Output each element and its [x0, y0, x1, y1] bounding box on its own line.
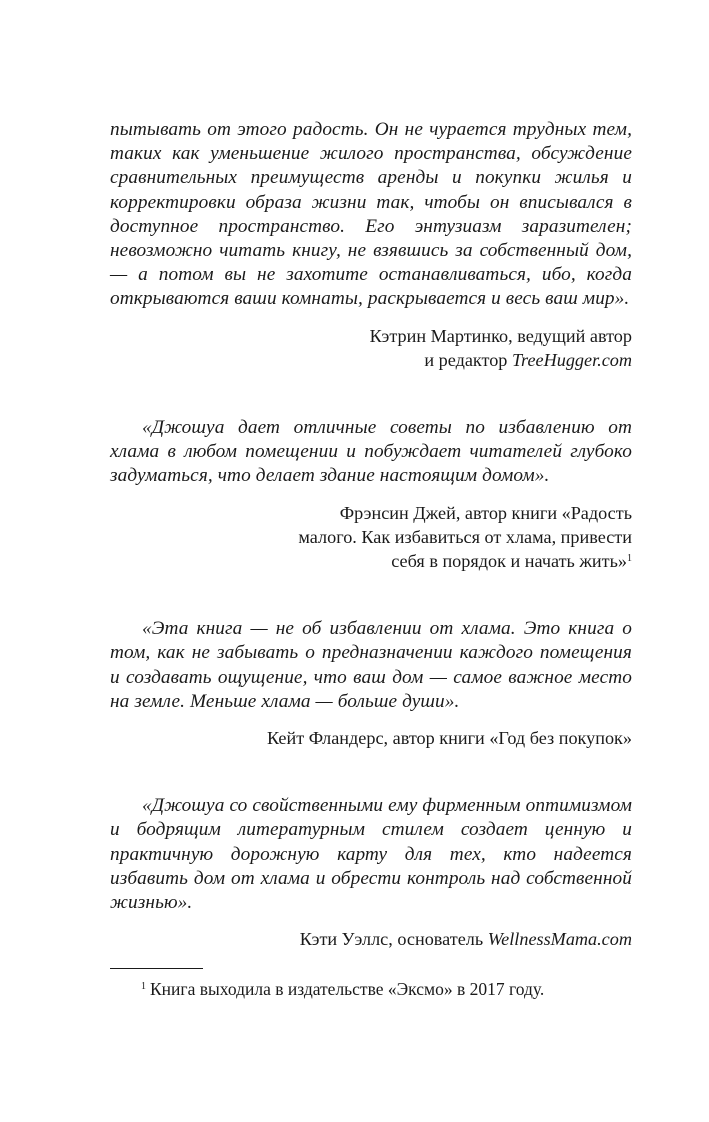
- footnote-text: Книга выходила в издательстве «Эксмо» в 2017 году.: [150, 979, 545, 999]
- attribution-line: Кэтрин Мартинко, ведущий автор: [369, 325, 632, 346]
- attribution-text: себя в порядок и начать жить»: [391, 551, 627, 572]
- footnote-mark: 1: [141, 981, 146, 992]
- review-quote-1: пытывать от этого радость. Он не чурается трудных тем, таких как уменьшение жилого пространства, обсуждение сравнительных преимуществ аренды и покупки жилья и корректировки образа жизни так, чтобы он вписывался в доступное пространство. Его энтузиазм заразителен; невозможно читать книгу, не взявшись за собственный дом, — а потом вы не захотите останавливаться, ибо, когда открываются ваши комнаты, раскрывается и весь ваш мир».: [110, 119, 632, 310]
- page-body: [110, 118, 632, 951]
- review-quote-3: «Эта книга — не об избавлении от хлама. Это книга о том, как не забывать о предназначении каждого помещения и создавать ощущение, что ваш дом — самое важное место на земле. Меньше хлама — больше души».: [110, 618, 632, 712]
- review-attribution-3: [110, 726, 632, 750]
- review-attribution-1: [110, 324, 632, 372]
- review-attribution-2: [110, 501, 632, 574]
- attribution-prefix: и редактор: [424, 349, 512, 370]
- attribution-line: [110, 927, 632, 951]
- attribution-line: Кейт Фландерс, автор книги «Год без покупок»: [266, 728, 632, 749]
- review-attribution-4: [110, 927, 632, 951]
- attribution-prefix: Кэти Уэллс, основатель: [299, 929, 488, 950]
- attribution-line: [110, 348, 632, 372]
- footnote-reference: 1: [627, 553, 632, 565]
- review-quote-2: «Джошуа дает отличные советы по избавлению от хлама в любом помещении и побуждает читателей глубоко задуматься, что делает здание настоящим домом».: [110, 417, 632, 487]
- review-quote-4: «Джошуа со свойственными ему фирменным оптимизмом и бодрящим литературным стилем создает ценную и практичную дорожную карту для тех, кто надеется избавить дом от хлама и обрести контроль над собственной жизнью».: [110, 795, 632, 914]
- attribution-line: Фрэнсин Джей, автор книги «Радость: [339, 502, 632, 523]
- attribution-line: малого. Как избавиться от хлама, привести: [298, 526, 632, 547]
- attribution-site: TreeHugger.com: [511, 349, 632, 370]
- attribution-site: WellnessMama.com: [487, 929, 632, 950]
- footnote-divider: [110, 968, 203, 969]
- footnote: [141, 978, 544, 1000]
- attribution-line: [110, 549, 632, 573]
